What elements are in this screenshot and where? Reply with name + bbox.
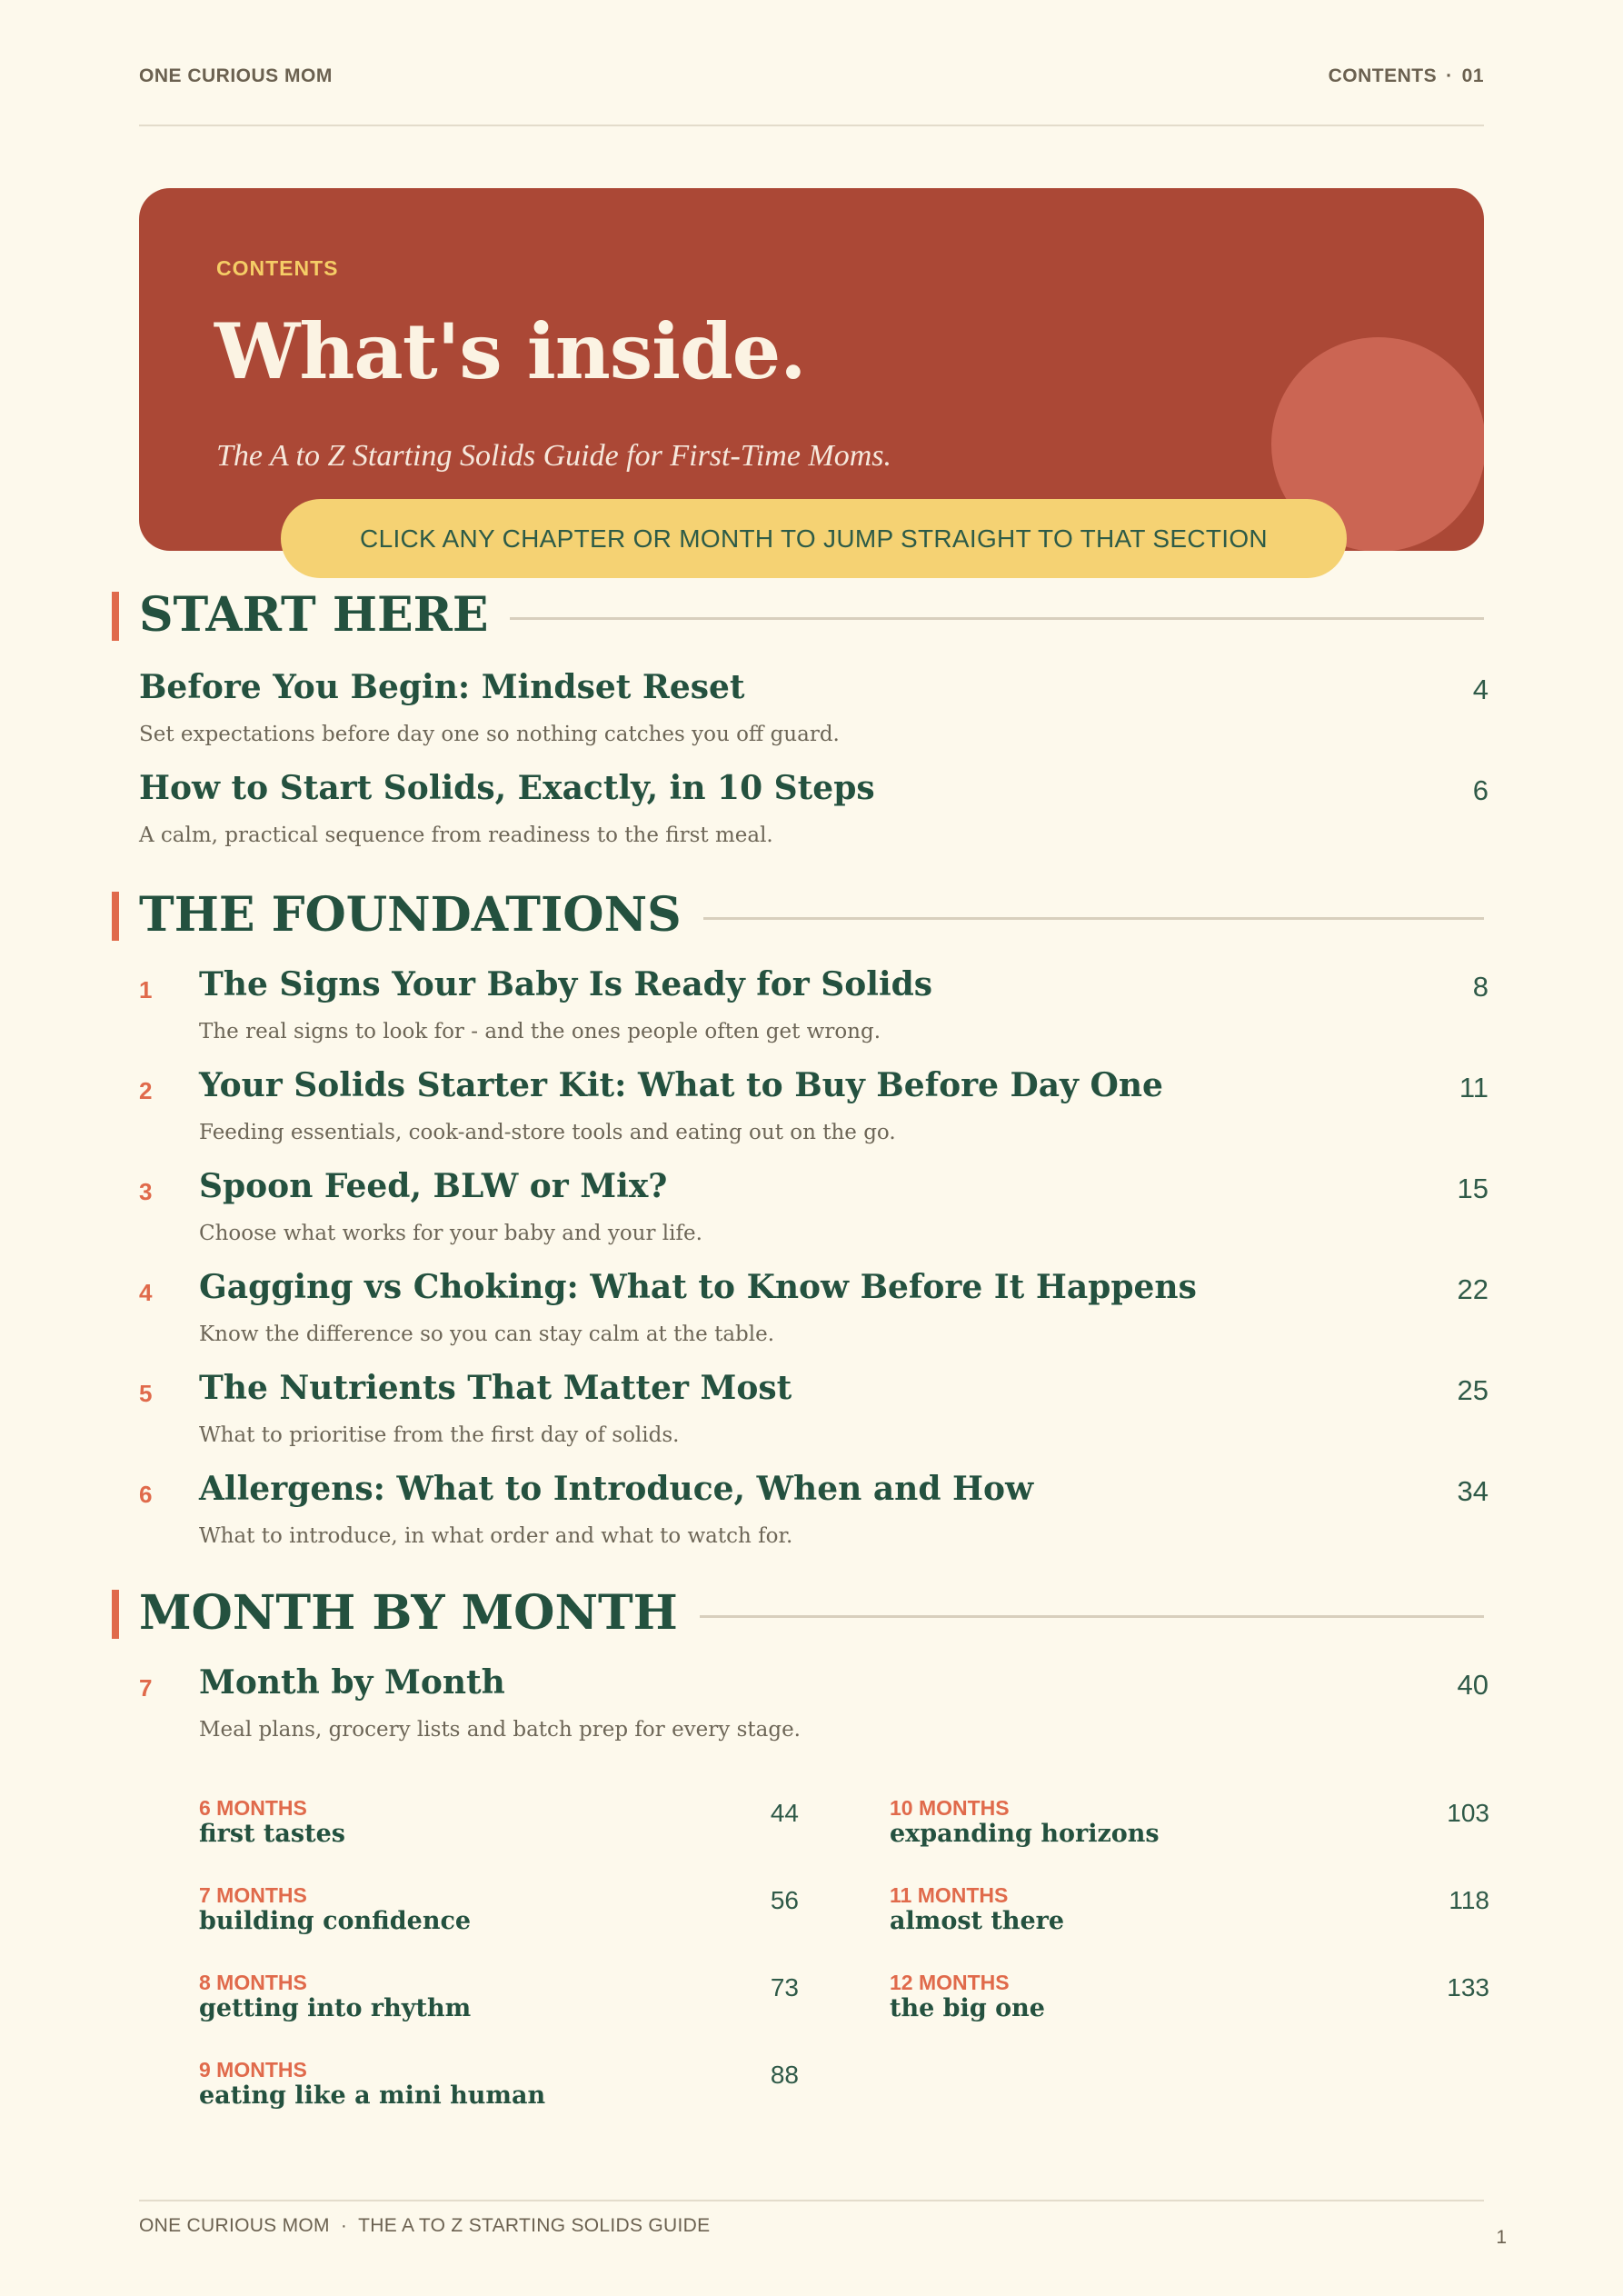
entry-title[interactable]: Gagging vs Choking: What to Know Before It Happens <box>199 1268 1197 1306</box>
entry-description: Choose what works for your baby and your life. <box>199 1222 702 1245</box>
navigation-hint-pill: CLICK ANY CHAPTER OR MONTH TO JUMP STRAIGHT TO THAT SECTION <box>281 499 1347 578</box>
month-link-9[interactable] <box>199 2058 799 2131</box>
entry-page-number[interactable]: 8 <box>1472 971 1489 1003</box>
chapter-number: 4 <box>139 1279 153 1306</box>
entry-description: Meal plans, grocery lists and batch prep for every stage. <box>199 1718 801 1742</box>
header-number: 01 <box>1461 65 1484 86</box>
entry-page-number[interactable]: 11 <box>1459 1072 1489 1103</box>
month-link-6[interactable] <box>199 1796 799 1869</box>
month-page-number[interactable]: 44 <box>770 1799 799 1827</box>
section-accent-bar <box>112 592 119 641</box>
month-link-12[interactable] <box>890 1971 1489 2043</box>
month-link-8[interactable] <box>199 1971 799 2043</box>
entry-description: Set expectations before day one so nothing catches you off guard. <box>139 723 840 746</box>
header-brand: ONE CURIOUS MOM <box>139 65 333 86</box>
entry-description: Know the difference so you can stay calm at the table. <box>199 1323 775 1346</box>
chapter-number: 1 <box>139 976 153 1003</box>
month-title[interactable]: getting into rhythm <box>199 1994 472 2022</box>
hero-eyebrow: CONTENTS <box>216 256 339 280</box>
month-label: 8 MONTHS <box>199 1971 307 1994</box>
entry-page-number[interactable]: 25 <box>1457 1374 1489 1406</box>
entry-title[interactable]: Your Solids Starter Kit: What to Buy Before Day One <box>199 1066 1163 1104</box>
footer-divider <box>139 2200 1484 2201</box>
entry-title[interactable]: The Signs Your Baby Is Ready for Solids <box>199 965 933 1003</box>
chapter-number: 6 <box>139 1481 153 1508</box>
footer-page-number: 1 <box>1496 2227 1507 2248</box>
month-label: 10 MONTHS <box>890 1796 1010 1820</box>
month-title[interactable]: the big one <box>890 1994 1045 2022</box>
hero-subtitle: The A to Z Starting Solids Guide for First-Time Moms. <box>216 439 892 473</box>
month-link-10[interactable] <box>890 1796 1489 1869</box>
entry-title[interactable]: Month by Month <box>199 1663 505 1702</box>
entry-title[interactable]: Spoon Feed, BLW or Mix? <box>199 1167 668 1205</box>
month-label: 11 MONTHS <box>890 1883 1009 1907</box>
section-heading: THE FOUNDATIONS <box>139 887 703 943</box>
header-separator: · <box>1446 65 1453 86</box>
entry-description: What to introduce, in what order and what to watch for. <box>199 1524 793 1548</box>
month-link-7[interactable] <box>199 1883 799 1956</box>
month-page-number[interactable]: 88 <box>770 2061 799 2089</box>
entry-page-number[interactable]: 15 <box>1457 1173 1489 1204</box>
running-footer <box>139 2215 710 2237</box>
entry-description: Feeding essentials, cook-and-store tools and eating out on the go. <box>199 1121 896 1144</box>
hero-card <box>139 188 1484 551</box>
section-accent-bar <box>112 1590 119 1639</box>
section-foundations <box>112 887 1484 951</box>
entry-description: The real signs to look for - and the ones people often get wrong. <box>199 1020 881 1043</box>
footer-guide-title: THE A TO Z STARTING SOLIDS GUIDE <box>358 2215 711 2236</box>
section-accent-bar <box>112 892 119 941</box>
month-link-11[interactable] <box>890 1883 1489 1956</box>
chapter-number: 3 <box>139 1178 153 1205</box>
entry-description: What to prioritise from the first day of solids. <box>199 1423 680 1447</box>
chapter-number: 2 <box>139 1077 153 1104</box>
entry-page-number[interactable]: 4 <box>1472 674 1489 705</box>
month-page-number[interactable]: 56 <box>770 1886 799 1914</box>
month-title[interactable]: building confidence <box>199 1907 472 1935</box>
footer-brand: ONE CURIOUS MOM <box>139 2215 330 2236</box>
entry-title[interactable]: The Nutrients That Matter Most <box>199 1369 792 1407</box>
chapter-number: 5 <box>139 1380 153 1407</box>
section-heading: START HERE <box>139 587 510 643</box>
month-label: 9 MONTHS <box>199 2058 307 2081</box>
entry-page-number[interactable]: 6 <box>1472 774 1489 806</box>
footer-separator: · <box>340 2215 348 2236</box>
entry-page-number[interactable]: 40 <box>1457 1669 1489 1701</box>
month-page-number[interactable]: 118 <box>1449 1886 1489 1914</box>
header-divider <box>139 125 1484 126</box>
month-title[interactable]: eating like a mini human <box>199 2081 546 2110</box>
section-start-here <box>112 587 1484 651</box>
header-section: CONTENTS <box>1328 65 1438 86</box>
entry-page-number[interactable]: 22 <box>1457 1273 1489 1305</box>
section-month-by-month <box>112 1585 1484 1649</box>
section-heading: MONTH BY MONTH <box>139 1585 700 1641</box>
entry-title[interactable]: Before You Begin: Mindset Reset <box>139 668 745 706</box>
month-page-number[interactable]: 103 <box>1447 1799 1489 1827</box>
entry-description: A calm, practical sequence from readiness to the first meal. <box>139 824 773 847</box>
month-page-number[interactable]: 133 <box>1447 1973 1489 2002</box>
month-title[interactable]: expanding horizons <box>890 1820 1160 1848</box>
month-title[interactable]: first tastes <box>199 1820 345 1848</box>
month-page-number[interactable]: 73 <box>770 1973 799 2002</box>
entry-title[interactable]: Allergens: What to Introduce, When and How <box>199 1470 1034 1508</box>
month-label: 12 MONTHS <box>890 1971 1010 1994</box>
running-header <box>139 65 1484 93</box>
month-label: 7 MONTHS <box>199 1883 307 1907</box>
entry-title[interactable]: How to Start Solids, Exactly, in 10 Steps <box>139 769 875 807</box>
page-title: What's inside. <box>214 306 806 396</box>
entry-page-number[interactable]: 34 <box>1457 1475 1489 1507</box>
month-title[interactable]: almost there <box>890 1907 1065 1935</box>
chapter-number: 7 <box>139 1674 153 1702</box>
header-section-marker <box>1329 65 1484 87</box>
month-label: 6 MONTHS <box>199 1796 307 1820</box>
